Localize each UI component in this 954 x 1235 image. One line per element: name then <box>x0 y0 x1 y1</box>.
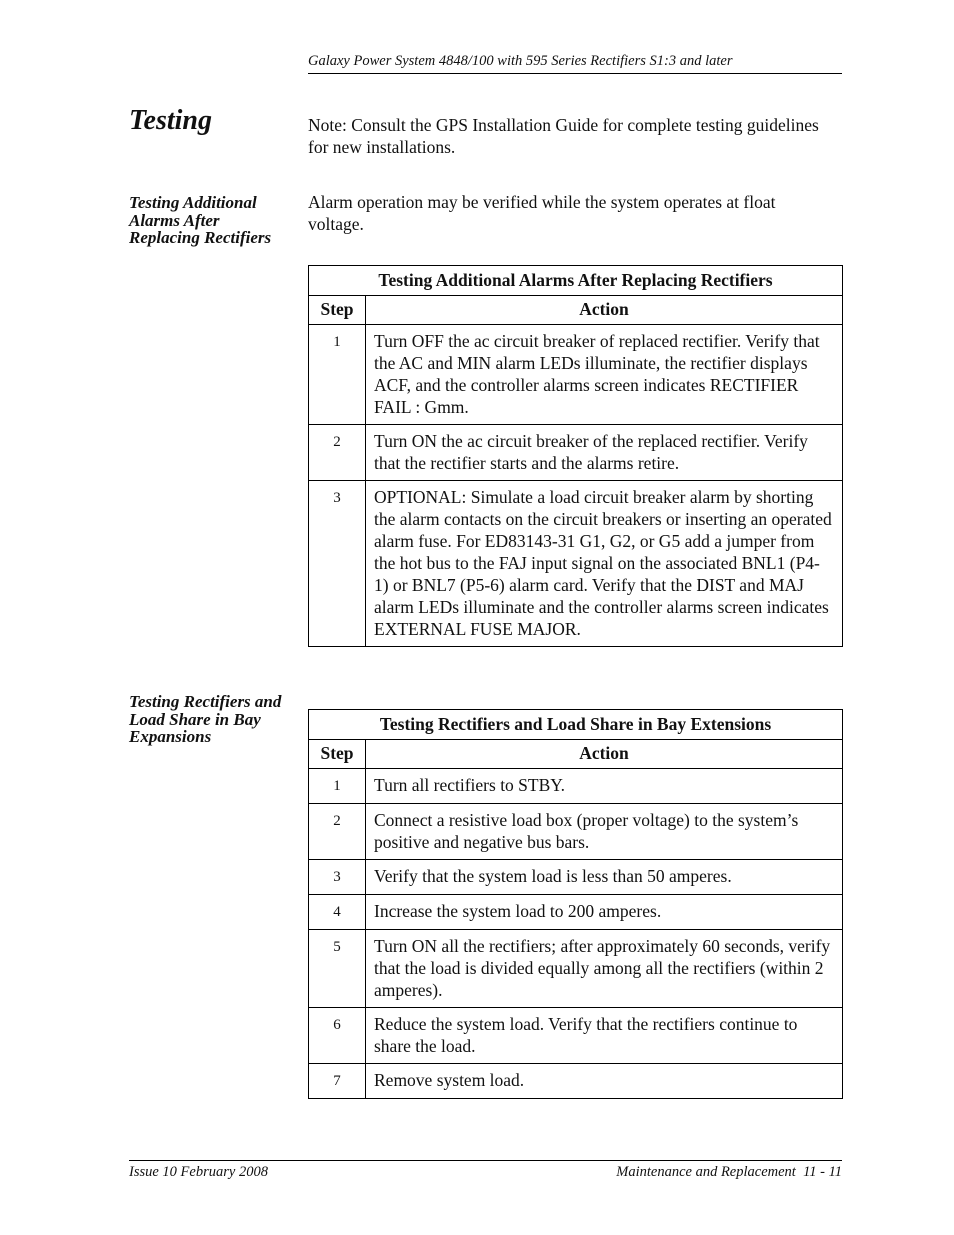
table-row <box>309 895 843 930</box>
step-number: 3 <box>309 481 366 647</box>
step-number: 1 <box>309 325 366 425</box>
step-number: 7 <box>309 1064 366 1099</box>
step-number: 2 <box>309 804 366 860</box>
step-action: Increase the system load to 200 amperes. <box>366 895 843 930</box>
step-action: Reduce the system load. Verify that the rectifiers continue to share the load. <box>366 1008 843 1064</box>
table-caption: Testing Additional Alarms After Replacing Rectifiers <box>309 266 843 296</box>
running-header: Galaxy Power System 4848/100 with 595 Series Rectifiers S1:3 and later <box>308 52 842 74</box>
table-caption-row <box>309 710 843 740</box>
installation-note: Note: Consult the GPS Installation Guide for complete testing guidelines for new installations. <box>308 115 819 157</box>
footer-page-number: Maintenance and Replacement 11 - 11 <box>616 1164 842 1180</box>
load-share-procedure-table <box>308 709 843 1099</box>
table-row <box>309 804 843 860</box>
table-header-row <box>309 296 843 325</box>
table-row <box>309 425 843 481</box>
step-number: 1 <box>309 769 366 804</box>
column-header-action: Action <box>366 740 843 769</box>
table-header-row <box>309 740 843 769</box>
step-action: Verify that the system load is less than 50 amperes. <box>366 860 843 895</box>
column-header-action: Action <box>366 296 843 325</box>
step-number: 5 <box>309 930 366 1008</box>
step-number: 2 <box>309 425 366 481</box>
table-caption-row <box>309 266 843 296</box>
step-number: 6 <box>309 1008 366 1064</box>
step-number: 4 <box>309 895 366 930</box>
subsection-heading-load-share: Testing Rectifiers and Load Share in Bay Expansions <box>129 692 282 746</box>
table-row <box>309 325 843 425</box>
subsection-heading-additional-alarms: Testing Additional Alarms After Replacing Rectifiers <box>129 193 272 247</box>
step-action: OPTIONAL: Simulate a load circuit breaker alarm by shorting the alarm contacts on the circuit breakers or inserting an operated alarm fuse. For ED83143-31 G1, G2, or G5 add a jumper from the hot bus to the FAJ input signal on the associated BNL1 (P4-1) or BNL7 (P5-6) alarm card. Verify that the DIST and MAJ alarm LEDs illuminate and the controller alarms screen indicates EXTERNAL FUSE MAJOR. <box>366 481 843 647</box>
table-row <box>309 1064 843 1099</box>
step-action: Turn ON all the rectifiers; after approximately 60 seconds, verify that the load is divided equally among all the rectifiers (within 2 amperes). <box>366 930 843 1008</box>
table-row <box>309 860 843 895</box>
running-footer <box>129 1160 842 1181</box>
table-row <box>309 1008 843 1064</box>
table-row <box>309 769 843 804</box>
table-row <box>309 930 843 1008</box>
step-action: Connect a resistive load box (proper voltage) to the system’s positive and negative bus bars. <box>366 804 843 860</box>
step-action: Turn OFF the ac circuit breaker of replaced rectifier. Verify that the AC and MIN alarm LEDs illuminate, the rectifier displays ACF, and the controller alarms screen indicates RECTIFIER FAIL : Gmm. <box>366 325 843 425</box>
alarms-procedure-table <box>308 265 843 647</box>
step-action: Remove system load. <box>366 1064 843 1099</box>
table-caption: Testing Rectifiers and Load Share in Bay Extensions <box>309 710 843 740</box>
step-action: Turn ON the ac circuit breaker of the replaced rectifier. Verify that the rectifier starts and the alarms retire. <box>366 425 843 481</box>
alarm-intro-paragraph: Alarm operation may be verified while the system operates at float voltage. <box>308 192 776 234</box>
step-action: Turn all rectifiers to STBY. <box>366 769 843 804</box>
section-title: Testing <box>129 105 212 136</box>
step-number: 3 <box>309 860 366 895</box>
footer-issue-date: Issue 10 February 2008 <box>129 1164 268 1180</box>
table-row <box>309 481 843 647</box>
column-header-step: Step <box>309 296 366 325</box>
column-header-step: Step <box>309 740 366 769</box>
